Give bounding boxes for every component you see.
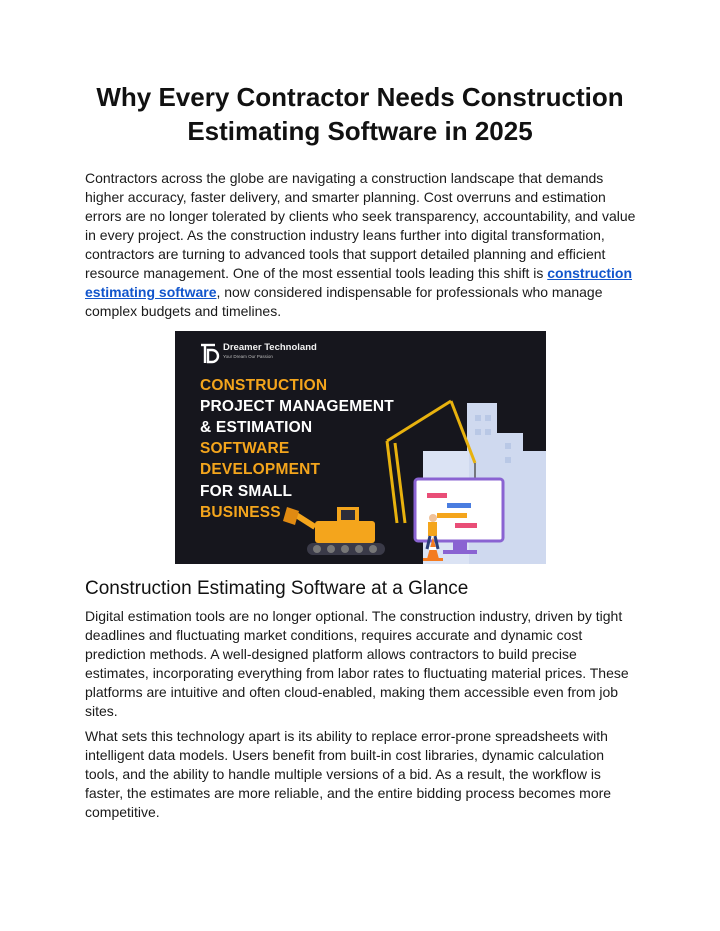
section-paragraph-2: What sets this technology apart is its ability to replace error-prone spreadsheets with intelligent data models. Users benefit from built-in cost libraries, dynamic calculation tools, and the ability to handle multiple versions of a bid. As a result, the workflow is faster, the estimates are more reliable, and the entire bidding process becomes more competitive. xyxy=(85,728,612,820)
document-title: Why Every Contractor Needs Construction Estimating Software in 2025 xyxy=(96,82,624,146)
excavator-icon xyxy=(283,507,385,555)
banner-line-7: BUSINESS xyxy=(200,504,281,521)
brand-name: Dreamer Technoland xyxy=(223,342,317,353)
banner-line-1: CONSTRUCTION xyxy=(200,377,328,394)
banner-line-4: SOFTWARE xyxy=(200,440,290,457)
banner-image xyxy=(175,331,546,564)
intro-paragraph xyxy=(85,169,640,321)
intro-text-before: Contractors across the globe are navigating a construction landscape that demands higher accuracy, faster delivery, and smarter planning. Cost overruns and estimation errors are no longer tolerated by clients who seek transparency, accountability, and value in every project. As the construction industry leans further into digital transformation, contractors are turning to advanced tools that support detailed planning and efficient resource management. One of the most essential tools leading this shift is xyxy=(85,170,636,281)
banner-line-2: PROJECT MANAGEMENT xyxy=(200,398,394,415)
brand-tagline: Your Dream Our Passion xyxy=(223,354,273,359)
banner-line-6: FOR SMALL xyxy=(200,483,293,500)
dreamer-technoland-logo-icon xyxy=(201,345,218,363)
construction-estimating-software-link[interactable]: construction estimating software xyxy=(85,265,633,300)
banner-line-3: & ESTIMATION xyxy=(200,419,313,436)
intro-text-after: , now considered indispensable for professionals who manage complex budgets and timelines. xyxy=(85,284,603,319)
section-paragraph-1: Digital estimation tools are no longer optional. The construction industry, driven by tight deadlines and fluctuating market conditions, requires accurate and dynamic cost prediction methods. A well-designed platform allows contractors to build precise estimates, incorporating everything from labor rates to fluctuating material prices. These platforms are intuitive and often cloud-enabled, making them accessible even from job sites. xyxy=(85,608,629,719)
banner-line-5: DEVELOPMENT xyxy=(200,461,321,478)
section-heading: Construction Estimating Software at a Glance xyxy=(85,578,469,599)
